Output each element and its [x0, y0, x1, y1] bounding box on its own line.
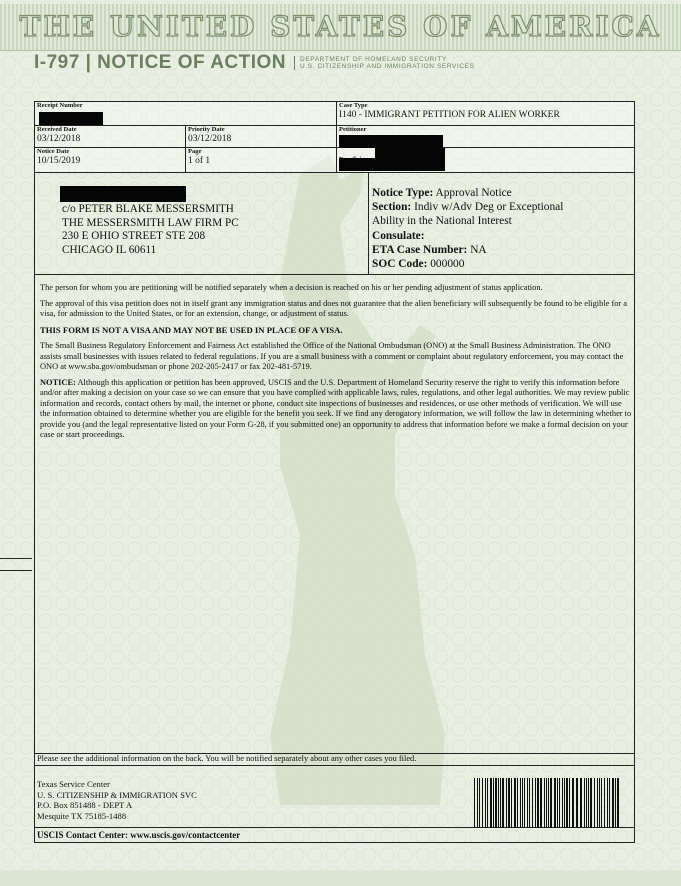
case-type-label: Case Type: [339, 102, 368, 109]
case-type-value: I140 - IMMIGRANT PETITION FOR ALIEN WORKER: [339, 110, 560, 120]
barcode-bar: [597, 778, 598, 828]
redacted-beneficiary-2: [339, 158, 445, 171]
barcode-bar: [564, 778, 565, 828]
barcode-bar: [604, 778, 605, 828]
barcode-bar: [508, 778, 510, 828]
notice-body: [40, 283, 634, 446]
barcode-bar: [584, 778, 585, 828]
barcode-bar: [594, 778, 595, 828]
notice-section-continued: Ability in the National Interest: [372, 215, 512, 228]
barcode-bar: [580, 778, 582, 828]
barcode-bar: [544, 778, 545, 828]
page-edge-mark-2: [0, 570, 32, 571]
office-line-1: Texas Service Center: [37, 779, 110, 789]
body-paragraph-1: The person for whom you are petitioning will be notified separately when a decision is reached on his or her pending adjustment of status application.: [40, 283, 543, 292]
barcode-bar: [479, 778, 480, 828]
notice-eta-case: ETA Case Number: NA: [372, 243, 487, 256]
notice-date-label: Notice Date: [37, 148, 70, 155]
receipt-number-cell: [35, 102, 337, 126]
notice-details: [372, 186, 563, 271]
petitioner-cell: [337, 126, 634, 148]
office-line-2: U. S. CITIZENSHIP & IMMIGRATION SVC: [37, 789, 197, 800]
footer-mid-rule: [34, 765, 635, 766]
barcode-bar: [529, 778, 530, 828]
banner-strip: [0, 4, 681, 51]
barcode-bar: [522, 778, 523, 828]
barcode-bar: [485, 778, 486, 828]
barcode-bar: [572, 778, 574, 828]
barcode-bar: [559, 778, 560, 828]
notice-section: Section: Indiv w/Adv Deg or Exceptional: [372, 201, 564, 214]
address-line-3: 230 E OHIO STREET STE 208: [62, 230, 206, 242]
barcode-bar: [615, 778, 616, 828]
redacted-recipient-name: [60, 186, 186, 202]
redacted-petitioner: [339, 135, 443, 148]
barcode-bar: [490, 778, 492, 828]
barcode-bar: [532, 778, 533, 828]
barcode-bar: [609, 778, 610, 828]
barcode-bar: [601, 778, 602, 828]
received-date-cell: [35, 126, 186, 148]
redacted-beneficiary: [375, 148, 445, 158]
barcode-bar: [527, 778, 528, 828]
footer-note: Please see the additional information on the back. You will be notified separately about any other cases you filed.: [37, 754, 417, 763]
barcode-bar: [586, 778, 587, 828]
barcode-bar: [550, 778, 552, 828]
receipt-number-label: Receipt Number: [37, 102, 83, 109]
department-line-2: U.S. CITIZENSHIP AND IMMIGRATION SERVICES: [300, 63, 475, 70]
barcode-bar: [506, 778, 507, 828]
office-line-4: Mesquite TX 75185-1488: [37, 810, 127, 821]
contact-center: USCIS Contact Center: www.uscis.gov/contactcenter: [37, 830, 241, 840]
received-date-value: 03/12/2018: [37, 134, 81, 144]
page-value: 1 of 1: [188, 156, 211, 166]
page-label: Page: [188, 148, 202, 155]
barcode-bar: [557, 778, 558, 828]
case-info-table: [34, 101, 635, 173]
notice-date-value: 10/15/2019: [37, 156, 81, 166]
form-number: I-797 | NOTICE OF ACTION: [34, 52, 287, 73]
barcode-bar: [588, 778, 589, 828]
barcode-bar: [511, 778, 512, 828]
address-line-2: THE MESSERSMITH LAW FIRM PC: [62, 216, 239, 229]
barcode-bar: [546, 778, 547, 828]
barcode-bar: [599, 778, 600, 828]
barcode-bar: [607, 778, 608, 828]
barcode-bar: [612, 778, 614, 828]
page-edge-mark: [0, 558, 32, 559]
barcode-bar: [477, 778, 478, 828]
barcode-bar: [524, 778, 525, 828]
barcode-bar: [576, 778, 578, 828]
body-paragraph-notice: NOTICE: Although this application or petition has been approved, USCIS and the U.S. Department of Homeland Security reserve the right to verify this information before and/or after making a decision on your case so we can ensure that you have complied with applicable laws, rules, regulations, and other legal authorities. We may review public information and records, contact others by mail, the internet or phone, conduct site inspections of businesses and residences, or use other methods of verification. We will use the information obtained to determine whether you are eligible for the benefit you seek. If we find any derogatory information, we will follow the law in determining whether to provide you (and the legal representative listed on your Form G-28, if you submitted one) an opportunity to address that information before we make a formal decision on your case or start proceedings.: [40, 377, 632, 439]
received-date-label: Received Date: [37, 126, 77, 133]
not-a-visa-warning: THIS FORM IS NOT A VISA AND MAY NOT BE USED IN PLACE OF A VISA.: [40, 324, 343, 335]
barcode-bar: [562, 778, 563, 828]
beneficiary-cell: [337, 148, 634, 172]
service-center-address: [37, 779, 197, 821]
barcode-bar: [535, 778, 536, 828]
petitioner-label: Petitioner: [339, 126, 367, 133]
barcode-bar: [517, 778, 518, 828]
barcode-bar: [514, 778, 516, 828]
priority-date-label: Priority Date: [188, 126, 225, 133]
redacted-receipt-number: [39, 112, 103, 125]
barcode-bar: [590, 778, 592, 828]
barcode-bar: [487, 778, 488, 828]
notice-consulate: Consulate:: [372, 229, 425, 242]
priority-date-value: 03/12/2018: [188, 134, 232, 144]
department-line-1: DEPARTMENT OF HOMELAND SECURITY: [300, 56, 447, 63]
barcode-bar: [566, 778, 568, 828]
barcode: [474, 778, 622, 828]
address-line-1: c/o PETER BLAKE MESSERSMITH: [62, 203, 234, 215]
page-cell: [186, 148, 337, 172]
mailing-address: [62, 203, 239, 257]
office-line-3: P.O. Box 851488 - DEPT A: [37, 800, 133, 811]
address-line-4: CHICAGO IL 60611: [62, 243, 157, 256]
section-divider: [368, 173, 369, 274]
body-paragraph-2: The approval of this visa petition does not in itself grant any immigration status and does not guarantee that the alien beneficiary will subsequently be found to be eligible for a visa, for admission to the United States, or for an extension, change, or adjustment of status.: [40, 298, 628, 318]
barcode-bar: [474, 778, 475, 828]
barcode-bar: [540, 778, 542, 828]
barcode-bar: [502, 778, 504, 828]
banner-title: THE UNITED STATES OF AMERICA: [19, 10, 662, 43]
barcode-bar: [569, 778, 570, 828]
barcode-bar: [617, 778, 619, 828]
body-paragraph-ombudsman: The Small Business Regulatory Enforcement and Fairness Act established the Office of the National Ombudsman (ONO) at the Small Business Administration. The ONO assists small businesses with issues related to federal regulations. If you are a small business with a comment or complaint about regulatory enforcement, you may contact the ONO at www.sba.gov/ombudsman or phone 202-205-2417 or fax 202-481-5719.: [40, 341, 624, 371]
department-name: [294, 56, 474, 70]
notice-soc-code: SOC Code: 000000: [372, 258, 465, 271]
priority-date-cell: [186, 126, 337, 148]
barcode-bar: [500, 778, 501, 828]
barcode-bar: [548, 778, 549, 828]
barcode-bar: [498, 778, 499, 828]
barcode-bar: [554, 778, 556, 828]
barcode-bar: [493, 778, 494, 828]
barcode-bar: [537, 778, 539, 828]
barcode-bar: [495, 778, 497, 828]
notice-date-cell: [35, 148, 186, 172]
case-type-cell: [337, 102, 634, 126]
barcode-bar: [482, 778, 483, 828]
form-header: [34, 52, 475, 74]
notice-type: Notice Type: Approval Notice: [372, 187, 512, 199]
barcode-bar: [520, 778, 521, 828]
